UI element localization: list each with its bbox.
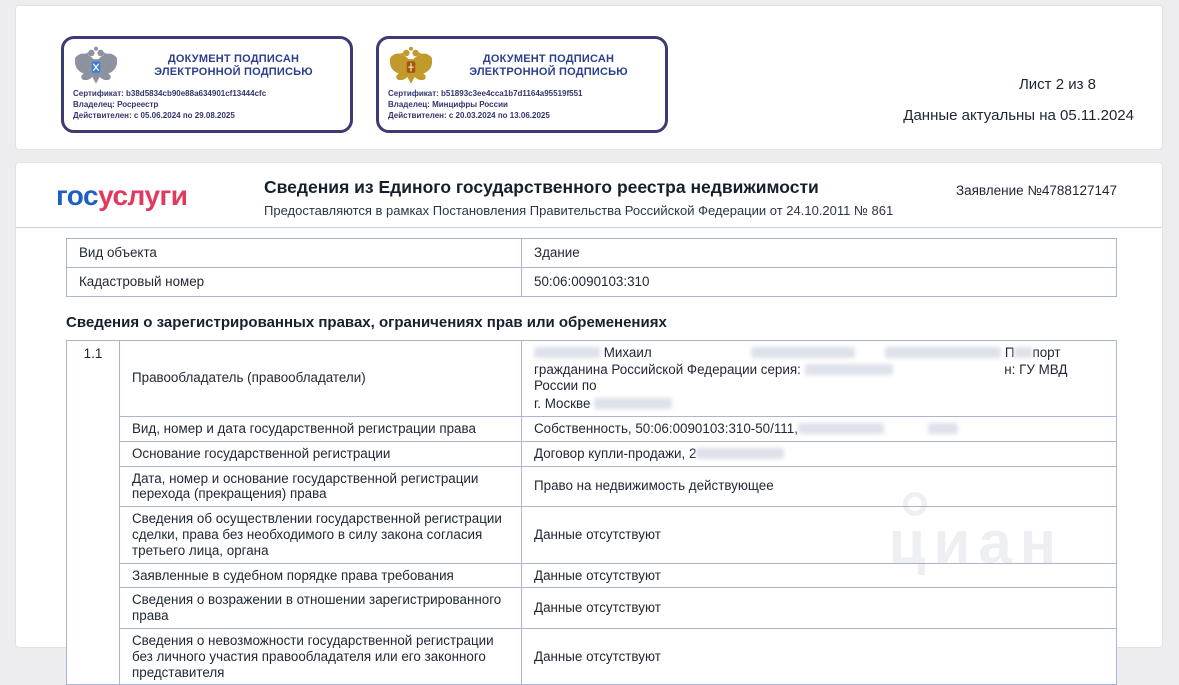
row-label: Правообладатель (правообладатели) xyxy=(120,340,522,416)
rights-section-heading: Сведения о зарегистрированных правах, ограничениях прав или обременениях xyxy=(66,313,667,331)
redacted-text xyxy=(534,347,600,358)
document-subtitle: Предоставляются в рамках Постановления Правительства Российской Федерации от 24.10.2011 № 861 xyxy=(264,203,894,218)
redacted-text xyxy=(696,448,784,459)
statement-header xyxy=(16,163,1162,228)
registration-record: Собственность, 50:06:0090103:310-50/111, xyxy=(534,420,798,436)
gosuslugi-logo xyxy=(56,180,264,212)
application-number: Заявление №4788127147 xyxy=(955,183,1117,198)
table-row xyxy=(67,507,1117,563)
stamp-validity: Действителен: с 05.06.2024 по 29.08.2025 xyxy=(73,110,235,120)
russia-state-double-eagle-icon xyxy=(388,46,434,86)
table-row xyxy=(67,267,1117,296)
value-line xyxy=(534,362,1104,394)
stamp-title: ДОКУМЕНТ ПОДПИСАН ЭЛЕКТРОННОЙ ПОДПИСЬЮ xyxy=(469,52,628,78)
stamp-validity: Действителен: с 20.03.2024 по 13.06.2025 xyxy=(388,110,550,120)
stamp-certificate: Сертификат: b38d5834cb90e88a634901cf13444cfc xyxy=(73,89,267,98)
table-row xyxy=(67,563,1117,588)
passport-series-label: гражданина Российской Федерации серия: xyxy=(534,362,801,378)
row-label: Сведения о возражении в отношении зарегистрированного права xyxy=(120,588,522,629)
rights-table xyxy=(66,340,1117,685)
issuer-text: н: ГУ МВД России по xyxy=(534,362,1068,394)
egrn-statement xyxy=(15,162,1163,680)
data-actual-date: Данные актуальны на 05.11.2024 xyxy=(903,107,1134,124)
row-label: Сведения об осуществлении государственной регистрации сделки, права без необходимого в силу закона согласия третьего лица, органа xyxy=(120,507,522,563)
value-line: Михаил П порт xyxy=(534,345,1104,361)
stamp-header xyxy=(388,46,656,86)
row-value xyxy=(522,340,1117,416)
row-label: Заявленные в судебном порядке права требования xyxy=(120,563,522,588)
doc-word-tail: порт xyxy=(1032,344,1061,360)
esignature-stamp-rosreestr xyxy=(61,36,353,133)
row-value: Здание xyxy=(522,239,1117,268)
rightsholder-name: Михаил xyxy=(603,344,652,360)
row-value: Данные отсутствуют xyxy=(522,629,1117,685)
row-label: Сведения о невозможности государственной регистрации без личного участия правообладателя или его законного представителя xyxy=(120,629,522,685)
row-value: 50:06:0090103:310 xyxy=(522,267,1117,296)
row-value: Данные отсутствуют xyxy=(522,588,1117,629)
row-value: Данные отсутствуют xyxy=(522,563,1117,588)
registration-basis: Договор купли-продажи, 2 xyxy=(534,445,697,461)
stamp-owner: Владелец: Минцифры России xyxy=(388,99,508,109)
redacted-text xyxy=(594,398,672,409)
signature-bar xyxy=(15,5,1163,150)
redacted-text xyxy=(798,423,884,434)
table-row xyxy=(67,441,1117,466)
row-label: Вид, номер и дата государственной регистрации права xyxy=(120,416,522,441)
rosreestr-double-eagle-icon xyxy=(73,46,119,86)
redacted-text xyxy=(928,423,958,434)
row-value xyxy=(522,416,1117,441)
sheet-number: Лист 2 из 8 xyxy=(1018,76,1096,93)
stamp-owner: Владелец: Росреестр xyxy=(73,99,159,109)
redacted-text xyxy=(1014,347,1032,358)
document-title: Сведения из Единого государственного реестра недвижимости xyxy=(264,177,819,197)
object-info-table xyxy=(66,238,1117,297)
row-value: Данные отсутствуют xyxy=(522,507,1117,563)
stamp-title: ДОКУМЕНТ ПОДПИСАН ЭЛЕКТРОННОЙ ПОДПИСЬЮ xyxy=(154,52,313,78)
stamp-header xyxy=(73,46,341,86)
table-row xyxy=(67,466,1117,507)
row-value: Право на недвижимость действующее xyxy=(522,466,1117,507)
row-label: Вид объекта xyxy=(67,239,522,268)
table-row xyxy=(67,239,1117,268)
issuer-city: г. Москве xyxy=(534,396,591,412)
logo-part-blue: гос xyxy=(56,180,99,211)
table-row xyxy=(67,340,1117,416)
table-row xyxy=(67,416,1117,441)
statement-body xyxy=(16,228,1162,685)
redacted-text xyxy=(751,347,855,358)
row-value xyxy=(522,441,1117,466)
value-line xyxy=(534,396,1104,412)
table-row xyxy=(67,629,1117,685)
row-label: Основание государственной регистрации xyxy=(120,441,522,466)
row-label: Кадастровый номер xyxy=(67,267,522,296)
item-number: 1.1 xyxy=(67,340,120,685)
row-label: Дата, номер и основание государственной регистрации перехода (прекращения) права xyxy=(120,466,522,507)
esignature-stamp-mincifry xyxy=(376,36,668,133)
redacted-text xyxy=(805,364,893,375)
redacted-text xyxy=(885,347,1001,358)
logo-part-red: услуги xyxy=(98,180,188,211)
stamp-certificate: Сертификат: b51893c3ee4cca1b7d1164a95519f551 xyxy=(388,89,583,98)
table-row xyxy=(67,588,1117,629)
